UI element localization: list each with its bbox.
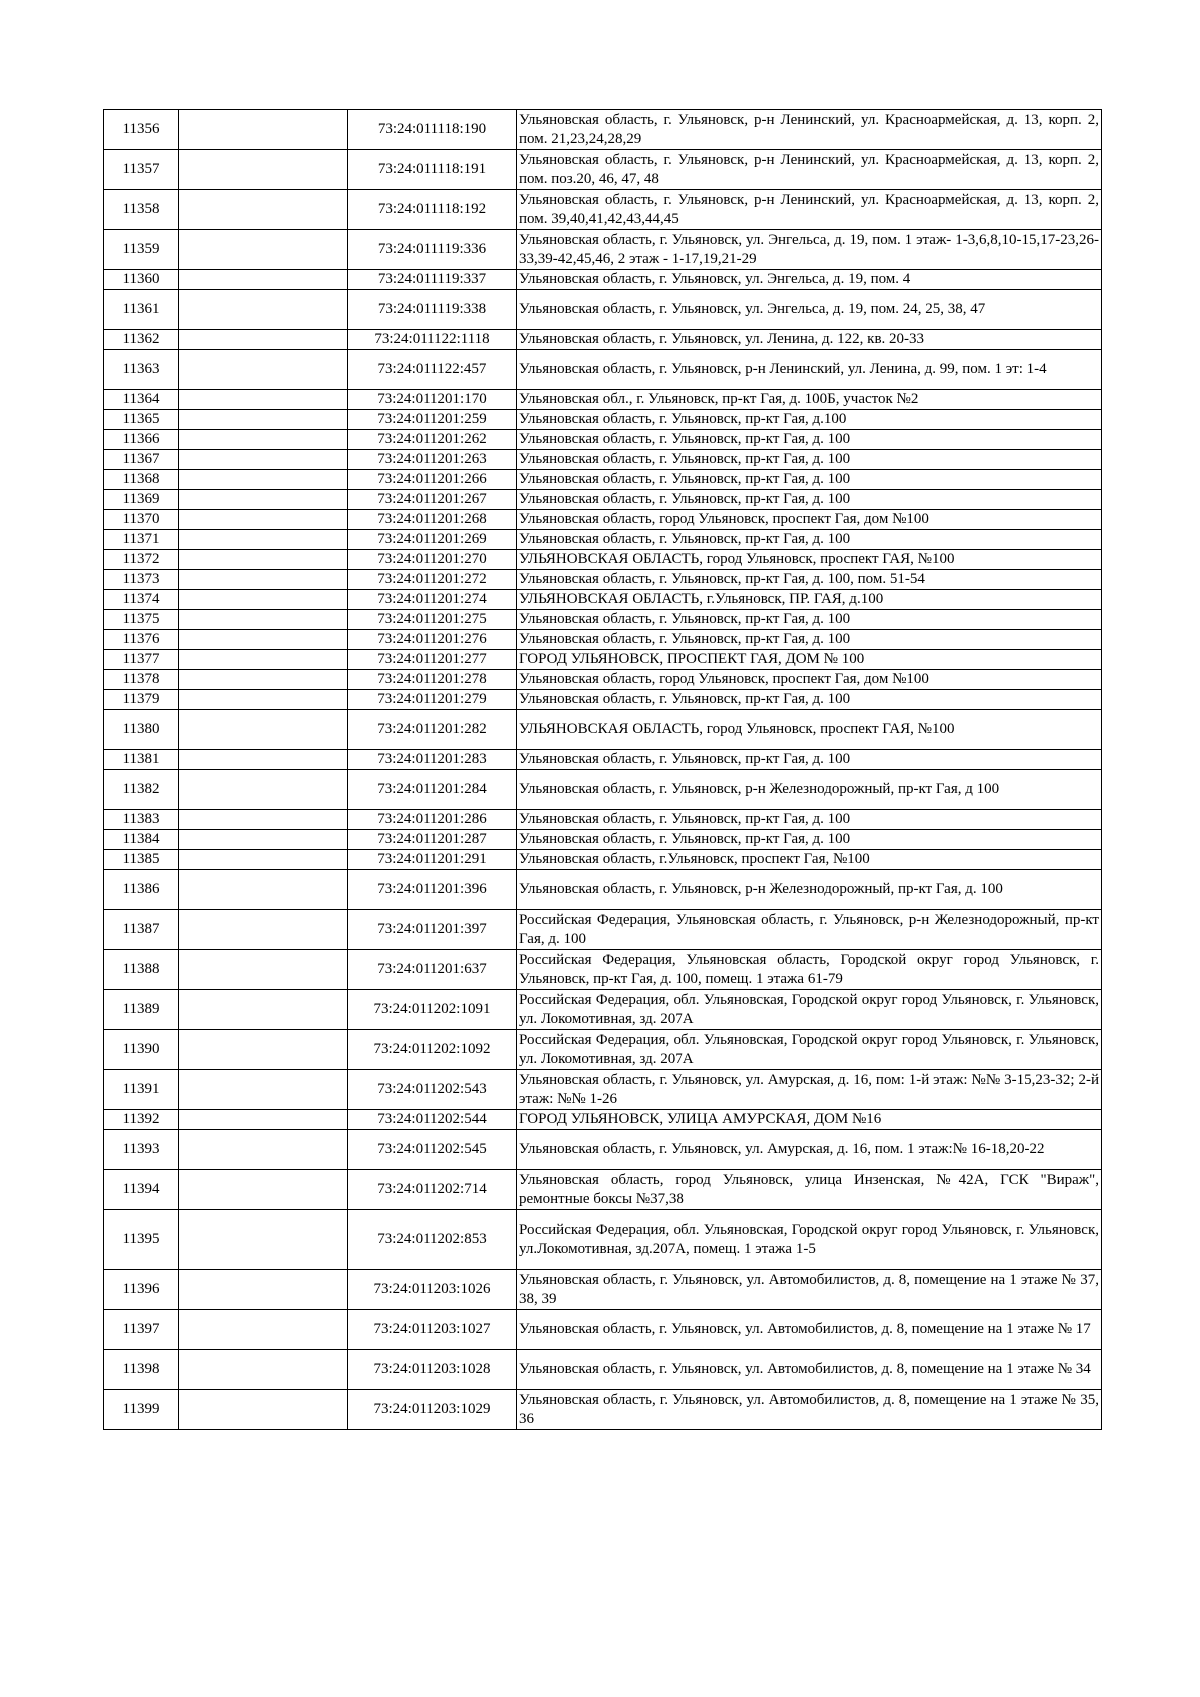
- cadastral-number: 73:24:011122:457: [348, 350, 517, 390]
- empty-cell: [179, 390, 348, 410]
- empty-cell: [179, 490, 348, 510]
- cadastral-number: 73:24:011201:263: [348, 450, 517, 470]
- table-row: [104, 570, 1102, 590]
- row-number: 11385: [104, 850, 179, 870]
- empty-cell: [179, 1210, 348, 1270]
- cadastral-number: 73:24:011202:545: [348, 1130, 517, 1170]
- cadastral-number: 73:24:011202:714: [348, 1170, 517, 1210]
- address-cell: Российская Федерация, обл. Ульяновская, Городской округ город Ульяновск, г. Ульяновск, ул. Локомотивная, зд. 207А: [517, 990, 1102, 1030]
- row-number: 11364: [104, 390, 179, 410]
- table-row: [104, 150, 1102, 190]
- empty-cell: [179, 350, 348, 390]
- cadastral-number: 73:24:011201:397: [348, 910, 517, 950]
- empty-cell: [179, 770, 348, 810]
- table-row: [104, 190, 1102, 230]
- row-number: 11370: [104, 510, 179, 530]
- address-cell: УЛЬЯНОВСКАЯ ОБЛАСТЬ, город Ульяновск, проспект ГАЯ, №100: [517, 710, 1102, 750]
- table-row: [104, 1270, 1102, 1310]
- cadastral-number: 73:24:011118:191: [348, 150, 517, 190]
- table-row: [104, 830, 1102, 850]
- empty-cell: [179, 450, 348, 470]
- table-row: [104, 1310, 1102, 1350]
- empty-cell: [179, 650, 348, 670]
- empty-cell: [179, 1030, 348, 1070]
- cadastral-number: 73:24:011201:637: [348, 950, 517, 990]
- address-cell: Ульяновская область, г. Ульяновск, р-н Железнодорожный, пр-кт Гая, д 100: [517, 770, 1102, 810]
- address-cell: Ульяновская область, г. Ульяновск, р-н Ленинский, ул. Красноармейская, д. 13, корп. 2, пом. поз.20, 46, 47, 48: [517, 150, 1102, 190]
- address-cell: Ульяновская область, г. Ульяновск, пр-кт Гая, д. 100: [517, 630, 1102, 650]
- address-cell: Ульяновская область, г. Ульяновск, р-н Ленинский, ул. Ленина, д. 99, пом. 1 эт: 1-4: [517, 350, 1102, 390]
- table-row: [104, 870, 1102, 910]
- row-number: 11378: [104, 670, 179, 690]
- row-number: 11373: [104, 570, 179, 590]
- cadastral-number: 73:24:011201:291: [348, 850, 517, 870]
- cadastral-number: 73:24:011203:1028: [348, 1350, 517, 1390]
- cadastral-number: 73:24:011201:270: [348, 550, 517, 570]
- cadastral-number: 73:24:011201:269: [348, 530, 517, 550]
- cadastral-number: 73:24:011201:266: [348, 470, 517, 490]
- empty-cell: [179, 1170, 348, 1210]
- table-row: [104, 430, 1102, 450]
- address-cell: Ульяновская область, г. Ульяновск, ул. Ленина, д. 122, кв. 20-33: [517, 330, 1102, 350]
- row-number: 11382: [104, 770, 179, 810]
- table-row: [104, 270, 1102, 290]
- empty-cell: [179, 630, 348, 650]
- empty-cell: [179, 870, 348, 910]
- row-number: 11387: [104, 910, 179, 950]
- address-cell: Ульяновская область, город Ульяновск, проспект Гая, дом №100: [517, 510, 1102, 530]
- row-number: 11359: [104, 230, 179, 270]
- address-cell: Ульяновская область, г.Ульяновск, проспект Гая, №100: [517, 850, 1102, 870]
- cadastral-number: 73:24:011201:274: [348, 590, 517, 610]
- address-cell: Ульяновская область, г. Ульяновск, р-н Ленинский, ул. Красноармейская, д. 13, корп. 2, пом. 39,40,41,42,43,44,45: [517, 190, 1102, 230]
- empty-cell: [179, 110, 348, 150]
- address-cell: Ульяновская область, г. Ульяновск, пр-кт Гая, д. 100: [517, 690, 1102, 710]
- table-row: [104, 810, 1102, 830]
- address-cell: Ульяновская область, г. Ульяновск, ул. Автомобилистов, д. 8, помещение на 1 этаже № 37, 38, 39: [517, 1270, 1102, 1310]
- row-number: 11371: [104, 530, 179, 550]
- address-cell: ГОРОД УЛЬЯНОВСК, ПРОСПЕКТ ГАЯ, ДОМ № 100: [517, 650, 1102, 670]
- row-number: 11390: [104, 1030, 179, 1070]
- row-number: 11399: [104, 1390, 179, 1430]
- address-cell: Ульяновская область, город Ульяновск, улица Инзенская, №42А, ГСК "Вираж", ремонтные боксы №37,38: [517, 1170, 1102, 1210]
- table-row: [104, 550, 1102, 570]
- row-number: 11396: [104, 1270, 179, 1310]
- table-row: [104, 1170, 1102, 1210]
- row-number: 11377: [104, 650, 179, 670]
- cadastral-number: 73:24:011201:259: [348, 410, 517, 430]
- empty-cell: [179, 430, 348, 450]
- address-cell: Ульяновская область, г. Ульяновск, ул. Энгельса, д. 19, пом. 4: [517, 270, 1102, 290]
- address-cell: Ульяновская область, г. Ульяновск, пр-кт Гая, д. 100: [517, 750, 1102, 770]
- table-row: [104, 1390, 1102, 1430]
- table-row: [104, 410, 1102, 430]
- address-cell: Ульяновская область, г. Ульяновск, ул. Энгельса, д. 19, пом. 1 этаж- 1-3,6,8,10-15,17-23,26-33,39-42,45,46, 2 этаж - 1-17,19,21-29: [517, 230, 1102, 270]
- row-number: 11365: [104, 410, 179, 430]
- row-number: 11358: [104, 190, 179, 230]
- table-row: [104, 670, 1102, 690]
- cadastral-number: 73:24:011201:267: [348, 490, 517, 510]
- table-row: [104, 990, 1102, 1030]
- empty-cell: [179, 810, 348, 830]
- table-row: [104, 110, 1102, 150]
- cadastral-number: 73:24:011203:1029: [348, 1390, 517, 1430]
- cadastral-number: 73:24:011201:396: [348, 870, 517, 910]
- row-number: 11375: [104, 610, 179, 630]
- table-row: [104, 1130, 1102, 1170]
- cadastral-number: 73:24:011201:170: [348, 390, 517, 410]
- address-cell: Ульяновская обл., г. Ульяновск, пр-кт Гая, д. 100Б, участок №2: [517, 390, 1102, 410]
- address-cell: Российская Федерация, обл. Ульяновская, Городской округ город Ульяновск, г. Ульяновск, ул. Локомотивная, зд. 207А: [517, 1030, 1102, 1070]
- row-number: 11368: [104, 470, 179, 490]
- empty-cell: [179, 550, 348, 570]
- cadastral-number: 73:24:011201:268: [348, 510, 517, 530]
- cadastral-number: 73:24:011201:278: [348, 670, 517, 690]
- row-number: 11381: [104, 750, 179, 770]
- table-row: [104, 910, 1102, 950]
- row-number: 11391: [104, 1070, 179, 1110]
- empty-cell: [179, 910, 348, 950]
- row-number: 11395: [104, 1210, 179, 1270]
- empty-cell: [179, 710, 348, 750]
- cadastral-number: 73:24:011201:287: [348, 830, 517, 850]
- empty-cell: [179, 330, 348, 350]
- empty-cell: [179, 990, 348, 1030]
- address-cell: Российская Федерация, обл. Ульяновская, Городской округ город Ульяновск, г. Ульяновск, ул.Локомотивная, зд.207А, помещ. 1 этажа 1-5: [517, 1210, 1102, 1270]
- empty-cell: [179, 150, 348, 190]
- table-row: [104, 1030, 1102, 1070]
- address-cell: Ульяновская область, город Ульяновск, проспект Гая, дом №100: [517, 670, 1102, 690]
- empty-cell: [179, 570, 348, 590]
- cadastral-number: 73:24:011202:544: [348, 1110, 517, 1130]
- empty-cell: [179, 1070, 348, 1110]
- empty-cell: [179, 850, 348, 870]
- cadastral-number: 73:24:011201:284: [348, 770, 517, 810]
- table-row: [104, 230, 1102, 270]
- row-number: 11383: [104, 810, 179, 830]
- address-cell: Ульяновская область, г. Ульяновск, пр-кт Гая, д. 100: [517, 430, 1102, 450]
- table-row: [104, 690, 1102, 710]
- row-number: 11376: [104, 630, 179, 650]
- cadastral-number: 73:24:011119:336: [348, 230, 517, 270]
- cadastral-number: 73:24:011203:1026: [348, 1270, 517, 1310]
- empty-cell: [179, 1310, 348, 1350]
- cadastral-number: 73:24:011201:286: [348, 810, 517, 830]
- empty-cell: [179, 750, 348, 770]
- cadastral-number: 73:24:011202:853: [348, 1210, 517, 1270]
- cadastral-number: 73:24:011201:262: [348, 430, 517, 450]
- empty-cell: [179, 1270, 348, 1310]
- table-row: [104, 510, 1102, 530]
- row-number: 11357: [104, 150, 179, 190]
- empty-cell: [179, 530, 348, 550]
- empty-cell: [179, 410, 348, 430]
- table-row: [104, 850, 1102, 870]
- table-row: [104, 710, 1102, 750]
- empty-cell: [179, 1110, 348, 1130]
- address-cell: Ульяновская область, г. Ульяновск, ул. Автомобилистов, д. 8, помещение на 1 этаже № 35, 36: [517, 1390, 1102, 1430]
- address-cell: Ульяновская область, г. Ульяновск, пр-кт Гая, д. 100: [517, 830, 1102, 850]
- row-number: 11366: [104, 430, 179, 450]
- address-cell: УЛЬЯНОВСКАЯ ОБЛАСТЬ, город Ульяновск, проспект ГАЯ, №100: [517, 550, 1102, 570]
- address-cell: Российская Федерация, Ульяновская область, Городской округ город Ульяновск, г. Ульяновск, пр-кт Гая, д. 100, помещ. 1 этажа 61-79: [517, 950, 1102, 990]
- empty-cell: [179, 470, 348, 490]
- empty-cell: [179, 230, 348, 270]
- empty-cell: [179, 610, 348, 630]
- empty-cell: [179, 670, 348, 690]
- cadastral-number: 73:24:011201:283: [348, 750, 517, 770]
- table-row: [104, 470, 1102, 490]
- cadastral-number: 73:24:011118:192: [348, 190, 517, 230]
- address-cell: Ульяновская область, г. Ульяновск, пр-кт Гая, д. 100: [517, 810, 1102, 830]
- row-number: 11360: [104, 270, 179, 290]
- row-number: 11367: [104, 450, 179, 470]
- table-row: [104, 1210, 1102, 1270]
- table-row: [104, 1070, 1102, 1110]
- empty-cell: [179, 590, 348, 610]
- table-row: [104, 530, 1102, 550]
- row-number: 11363: [104, 350, 179, 390]
- cadastral-number: 73:24:011122:1118: [348, 330, 517, 350]
- cadastral-number: 73:24:011118:190: [348, 110, 517, 150]
- row-number: 11361: [104, 290, 179, 330]
- address-cell: УЛЬЯНОВСКАЯ ОБЛАСТЬ, г.Ульяновск, ПР. ГАЯ, д.100: [517, 590, 1102, 610]
- empty-cell: [179, 510, 348, 530]
- row-number: 11389: [104, 990, 179, 1030]
- row-number: 11398: [104, 1350, 179, 1390]
- row-number: 11394: [104, 1170, 179, 1210]
- cadastral-number: 73:24:011203:1027: [348, 1310, 517, 1350]
- row-number: 11356: [104, 110, 179, 150]
- empty-cell: [179, 830, 348, 850]
- address-cell: Ульяновская область, г. Ульяновск, пр-кт Гая, д. 100: [517, 610, 1102, 630]
- address-cell: Ульяновская область, г. Ульяновск, ул. Автомобилистов, д. 8, помещение на 1 этаже № 34: [517, 1350, 1102, 1390]
- cadastral-number: 73:24:011119:337: [348, 270, 517, 290]
- address-cell: Ульяновская область, г. Ульяновск, р-н Ленинский, ул. Красноармейская, д. 13, корп. 2, пом. 21,23,24,28,29: [517, 110, 1102, 150]
- address-cell: Российская Федерация, Ульяновская область, г. Ульяновск, р-н Железнодорожный, пр-кт Гая, д. 100: [517, 910, 1102, 950]
- cadastral-number: 73:24:011202:543: [348, 1070, 517, 1110]
- table-row: [104, 950, 1102, 990]
- address-cell: Ульяновская область, г. Ульяновск, р-н Железнодорожный, пр-кт Гая, д. 100: [517, 870, 1102, 910]
- address-cell: Ульяновская область, г. Ульяновск, ул. Энгельса, д. 19, пом. 24, 25, 38, 47: [517, 290, 1102, 330]
- table-row: [104, 290, 1102, 330]
- row-number: 11372: [104, 550, 179, 570]
- address-cell: Ульяновская область, г. Ульяновск, ул. Автомобилистов, д. 8, помещение на 1 этаже № 17: [517, 1310, 1102, 1350]
- row-number: 11380: [104, 710, 179, 750]
- cadastral-number: 73:24:011202:1092: [348, 1030, 517, 1070]
- empty-cell: [179, 1350, 348, 1390]
- empty-cell: [179, 690, 348, 710]
- cadastral-number: 73:24:011201:279: [348, 690, 517, 710]
- table-row: [104, 750, 1102, 770]
- empty-cell: [179, 1390, 348, 1430]
- row-number: 11397: [104, 1310, 179, 1350]
- table-row: [104, 490, 1102, 510]
- table-row: [104, 330, 1102, 350]
- register-body: [104, 110, 1102, 1430]
- row-number: 11392: [104, 1110, 179, 1130]
- table-row: [104, 1110, 1102, 1130]
- table-row: [104, 390, 1102, 410]
- table-row: [104, 450, 1102, 470]
- row-number: 11386: [104, 870, 179, 910]
- table-row: [104, 350, 1102, 390]
- address-cell: Ульяновская область, г. Ульяновск, пр-кт Гая, д. 100: [517, 470, 1102, 490]
- row-number: 11384: [104, 830, 179, 850]
- address-cell: Ульяновская область, г. Ульяновск, пр-кт Гая, д. 100: [517, 530, 1102, 550]
- empty-cell: [179, 270, 348, 290]
- address-cell: Ульяновская область, г. Ульяновск, ул. Амурская, д. 16, пом. 1 этаж:№ 16-18,20-22: [517, 1130, 1102, 1170]
- row-number: 11379: [104, 690, 179, 710]
- row-number: 11374: [104, 590, 179, 610]
- empty-cell: [179, 1130, 348, 1170]
- cadastral-number: 73:24:011201:277: [348, 650, 517, 670]
- cadastral-number: 73:24:011202:1091: [348, 990, 517, 1030]
- cadastral-number: 73:24:011201:272: [348, 570, 517, 590]
- cadastral-number: 73:24:011201:276: [348, 630, 517, 650]
- row-number: 11369: [104, 490, 179, 510]
- empty-cell: [179, 950, 348, 990]
- property-register-table: [103, 109, 1102, 1430]
- address-cell: Ульяновская область, г. Ульяновск, пр-кт Гая, д. 100, пом. 51-54: [517, 570, 1102, 590]
- table-row: [104, 1350, 1102, 1390]
- table-row: [104, 650, 1102, 670]
- address-cell: Ульяновская область, г. Ульяновск, пр-кт Гая, д. 100: [517, 490, 1102, 510]
- table-row: [104, 630, 1102, 650]
- table-row: [104, 590, 1102, 610]
- table-row: [104, 770, 1102, 810]
- row-number: 11393: [104, 1130, 179, 1170]
- empty-cell: [179, 290, 348, 330]
- cadastral-number: 73:24:011119:338: [348, 290, 517, 330]
- address-cell: Ульяновская область, г. Ульяновск, пр-кт Гая, д.100: [517, 410, 1102, 430]
- address-cell: ГОРОД УЛЬЯНОВСК, УЛИЦА АМУРСКАЯ, ДОМ №16: [517, 1110, 1102, 1130]
- table-row: [104, 610, 1102, 630]
- cadastral-number: 73:24:011201:282: [348, 710, 517, 750]
- row-number: 11362: [104, 330, 179, 350]
- address-cell: Ульяновская область, г. Ульяновск, ул. Амурская, д. 16, пом: 1-й этаж: №№ 3-15,23-32; 2-й этаж: №№ 1-26: [517, 1070, 1102, 1110]
- cadastral-number: 73:24:011201:275: [348, 610, 517, 630]
- address-cell: Ульяновская область, г. Ульяновск, пр-кт Гая, д. 100: [517, 450, 1102, 470]
- empty-cell: [179, 190, 348, 230]
- row-number: 11388: [104, 950, 179, 990]
